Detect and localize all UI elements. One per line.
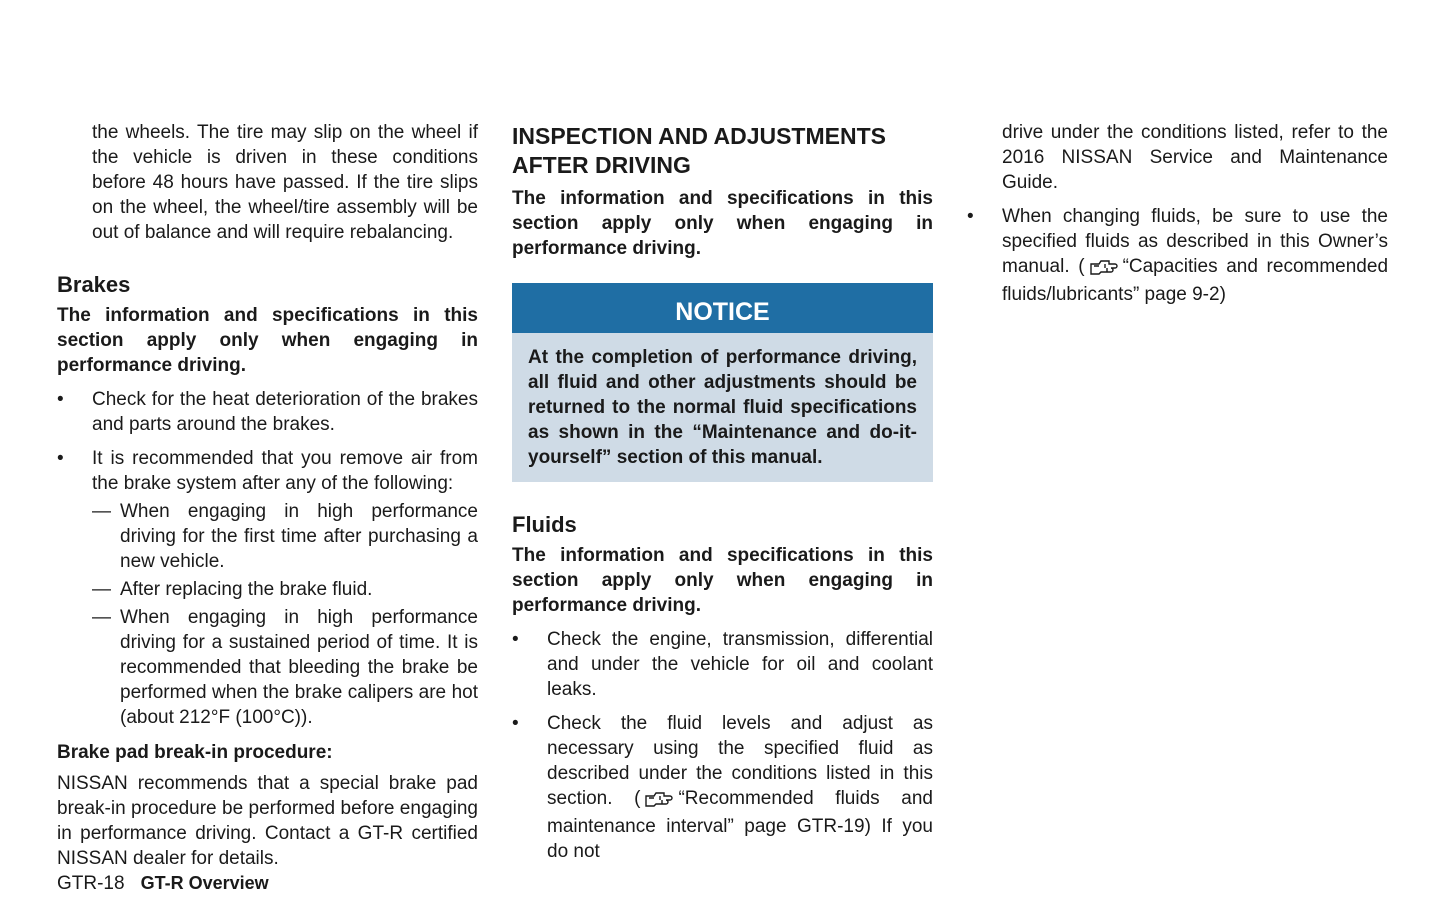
bullet-marker: •: [57, 389, 64, 410]
column-middle: [512, 120, 933, 864]
brake-pad-heading: Brake pad break-in procedure:: [57, 742, 333, 763]
dash-marker: —: [92, 501, 111, 522]
bullet-marker: •: [512, 629, 519, 650]
section-title: GT-R Overview: [140, 873, 269, 893]
dash-marker: —: [92, 579, 111, 600]
bullet-marker: •: [512, 713, 519, 734]
list-item: • It is recommended that you remove air from the brake system after any of the following:: [57, 448, 478, 494]
bullet-marker: •: [967, 206, 974, 227]
brake-pad-paragraph: NISSAN recommends that a special brake pad break-in procedure be performed before engaging in performance driving. Contact a GT-R certified NISSAN dealer for details.: [57, 773, 478, 869]
brakes-intro: The information and specifications in this section apply only when engaging in performance driving.: [57, 305, 478, 376]
sub-list-item: — When engaging in high performance driving for a sustained period of time. It is recommended that bleeding the brake be performed when the brake calipers are hot (about 212°F (100°C)).: [92, 607, 478, 728]
notice-title: NOTICE: [512, 283, 933, 333]
brakes-heading: Brakes: [57, 272, 131, 297]
notice-box: [512, 283, 933, 482]
inspection-heading: INSPECTION AND ADJUSTMENTS AFTER DRIVING: [512, 123, 886, 178]
list-item: • Check the fluid levels and adjust as necessary using the specified fluid as described under the conditions listed in this section. ( “Recommended fluids and maintenance interval” page GTR-19) If you do not: [512, 713, 933, 862]
inspection-intro: The information and specifications in this section apply only when engaging in performance driving.: [512, 188, 933, 259]
notice-text: At the completion of performance driving, all fluid and other adjustments should be returned to the normal fluid specifications as shown in the “Maintenance and do-it-yourself” section of this manual.: [528, 347, 917, 468]
list-item: • Check the engine, transmission, differential and under the vehicle for oil and coolant leaks.: [512, 629, 933, 700]
pointing-hand-icon: [644, 789, 674, 814]
sub-list-item: — When engaging in high performance driving for the first time after purchasing a new vehicle.: [92, 501, 478, 572]
bullet-marker: •: [57, 448, 64, 469]
page-number: GTR-18: [57, 873, 125, 894]
pointing-hand-icon: [1089, 257, 1119, 282]
continued-paragraph: the wheels. The tire may slip on the wheel if the vehicle is driven in these conditions before 48 hours have passed. If the tire slips on the wheel, the wheel/tire assembly will be out of balance and will require rebalancing.: [92, 122, 478, 243]
sub-list-item: — After replacing the brake fluid.: [92, 579, 373, 600]
continued-paragraph: drive under the conditions listed, refer to the 2016 NISSAN Service and Maintenance Guide.: [1002, 122, 1388, 193]
column-right: [967, 120, 1388, 307]
column-left: [57, 120, 478, 871]
list-item: • Check for the heat deterioration of the brakes and parts around the brakes.: [57, 389, 478, 435]
fluids-heading: Fluids: [512, 512, 577, 537]
page-footer: [57, 873, 269, 895]
list-item: • When changing fluids, be sure to use the specified fluids as described in this Owner’s manual. ( “Capacities and recommended fluids/lubricants” page 9-2): [967, 206, 1389, 305]
dash-marker: —: [92, 607, 111, 628]
fluids-intro: The information and specifications in this section apply only when engaging in performance driving.: [512, 545, 933, 616]
